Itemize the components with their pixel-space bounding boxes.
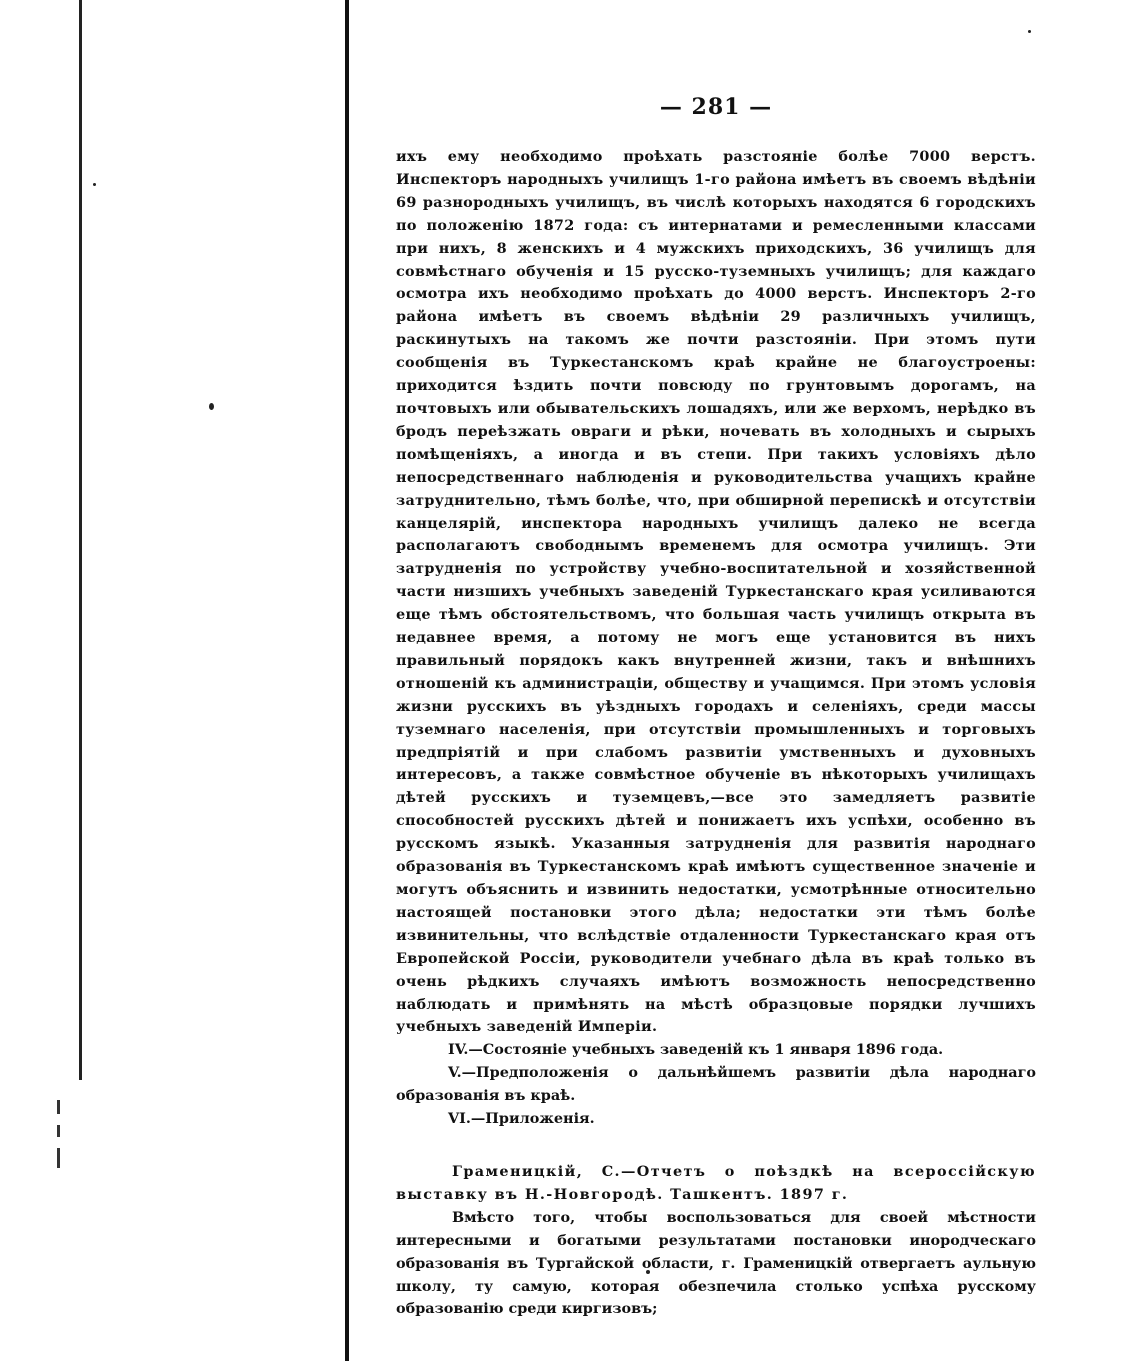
review-paragraph: Вмѣсто того, чтобы воспользоваться для своей мѣстности интересными и богатыми результатами постановки инородческаго образованія въ Тургайской области, г. Граменицкій отвергаетъ аульную школу, ту самую, которая обезпечила столько успѣха русскому образованію среди киргизовъ; [396,1208,1036,1318]
toc-item-v: V.—Предположенія о дальнѣйшемъ развитіи дѣла народнаго образованія въ краѣ. [396,1064,1036,1105]
main-paragraph: ихъ ему необходимо проѣхать разстояніе болѣе 7000 верстъ. Инспекторъ народныхъ училищъ 1-го района имѣетъ въ своемъ вѣдѣніи 69 разнородныхъ училищъ, въ числѣ которыхъ находятся 6 городскихъ по положенію 1872 года: съ интернатами и ремесленными классами при нихъ, 8 женскихъ и 4 мужскихъ приходскихъ, 36 училищъ для совмѣстнаго обученія и 15 русско-туземныхъ училищъ; для каждаго осмотра ихъ необходимо проѣхать до 4000 верстъ. Инспекторъ 2-го района имѣетъ въ своемъ вѣдѣніи 29 различныхъ училищъ, раскинутыхъ на такомъ же почти разстояніи. При этомъ пути сообщенія въ Туркестанскомъ краѣ крайне не благоустроены: приходится ѣздить почти повсюду по грунтовымъ дорогамъ, на почтовыхъ или обывательскихъ лошадяхъ, или же верхомъ, нерѣдко въ бродъ переѣзжать овраги и рѣки, ночевать въ холодныхъ и сырыхъ помѣщеніяхъ, а иногда и въ степи. При такихъ условіяхъ дѣло непосредственнаго наблюденія и руководительства учащихъ крайне затруднительно, тѣмъ болѣе, что, при обширной перепискѣ и отсутствіи канцелярій, инспектора народныхъ училищъ далеко не всегда располагаютъ свободнымъ временемъ для осмотра училищъ. Эти затрудненія по устройству учебно-воспитательной и хозяйственной части низшихъ учебныхъ заведеній Туркестанскаго края усиливаются еще тѣмъ обстоятельствомъ, что большая часть училищъ открыта въ недавнее время, а потому не могъ еще установится въ нихъ правильный порядокъ какъ внутренней жизни, такъ и внѣшнихъ отношеній къ администраціи, обществу и учащимся. При этомъ условія жизни русскихъ въ уѣздныхъ городахъ и селеніяхъ, среди массы туземнаго населенія, при отсутствіи промышленныхъ и торговыхъ предпріятій и при слабомъ развитіи умственныхъ и духовныхъ интересовъ, а также совмѣстное обученіе въ нѣкоторыхъ училищахъ дѣтей русскихъ и туземцевъ,—все это замедляетъ развитіе способностей русскихъ дѣтей и понижаетъ ихъ успѣхи, особенно въ русскомъ языкѣ. Указанныя затрудненія для развитія народнаго образованія въ Туркестанскомъ краѣ имѣютъ существенное значеніе и могутъ объяснить и извинить недостатки, усмотрѣнные относительно настоящей постановки этого дѣла; недостатки эти тѣмъ болѣе извинительны, что вслѣдствіе отдаленности Туркестанскаго края отъ Европейской Россіи, руководители учебнаго дѣла въ краѣ только въ очень рѣдкихъ случаяхъ имѣютъ возможность непосредственно наблюдать и примѣнять на мѣстѣ образцовые порядки лучшихъ учебныхъ заведеній Имперіи. [396,148,1036,1036]
left-page-edge-line [79,0,82,1080]
edge-mark [57,1125,60,1137]
edge-mark [57,1100,60,1114]
book-page [396,92,1036,1321]
book-gutter-line [345,0,349,1361]
review-heading: Граменицкій, С.—Отчетъ о поѣздкѣ на всероссійскую выставку въ Н.-Новгородѣ. Ташкентъ. 1897 г. [396,1162,1036,1203]
toc-item-iv: IV.—Состояніе учебныхъ заведеній къ 1 января 1896 года. [448,1041,944,1059]
toc-item-vi: VI.—Приложенія. [448,1110,595,1128]
scan-speck [1028,30,1031,33]
page-number: — 281 — [659,94,773,120]
scan-speck [209,403,214,410]
edge-mark [57,1148,60,1168]
scan-speck [93,183,96,186]
